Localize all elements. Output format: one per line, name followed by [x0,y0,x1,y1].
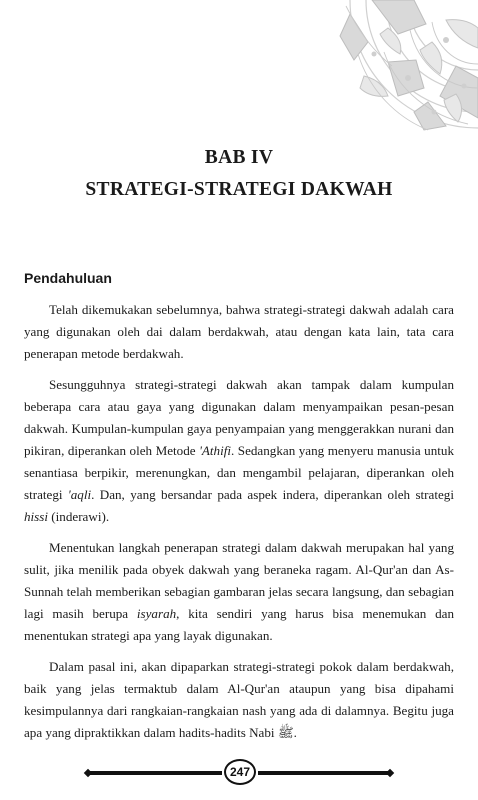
paragraph [24,299,454,365]
text-segment: , kita sendiri yang harus bisa menemukan dan menentukan strategi apa yang layak digunakan. [24,606,454,644]
chapter-title [0,142,478,206]
text-segment: (inderawi). [48,509,110,525]
footer-rule-left [88,771,222,775]
paragraph [24,374,454,529]
section-heading: Pendahuluan [24,270,112,286]
page-footer [0,758,478,788]
italic-term: hissi [24,509,49,525]
page-number: 247 [224,759,256,785]
footer-rule-right [258,771,390,775]
italic-term: 'aqli [67,487,92,503]
text-segment: . Dan, yang bersandar pada aspek indera, diperankan oleh strategi [91,487,454,503]
text-segment: . Sedangkan yang menyeru manusia untuk senantiasa berpikir, merenungkan, dan mengambil pelajaran, diperankan oleh strategi [24,443,454,503]
corner-ornament [328,0,478,132]
text-segment: Telah dikemukakan sebelumnya, bahwa strategi-strategi dakwah adalah cara yang digunakan oleh dai dalam berdakwah, atau dengan kata lain, tata cara penerapan metode berdakwah. [24,302,454,362]
italic-term: isyarah [136,606,177,622]
italic-term: 'Athifi [199,443,232,459]
paragraph [24,537,454,647]
chapter-name: STRATEGI-STRATEGI DAKWAH [85,179,393,200]
paragraph [24,656,454,744]
chapter-number: BAB IV [204,147,274,168]
body-text [24,299,454,753]
text-segment: Menentukan langkah penerapan strategi dalam dakwah merupakan hal yang sulit, jika menilik pada obyek dakwah yang beraneka ragam. Al-Qur'an dan As-Sunnah telah memberikan sebagian gambaran jelas secara langsung, dan sebagian lagi masih berupa [24,539,454,622]
text-segment: Sesungguhnya strategi-strategi dakwah akan tampak dalam kumpulan beberapa cara atau gaya yang digunakan dalam menyampaikan pesan-pesan dakwah. Kumpulan-kumpulan gaya penyampaian yang menggerakkan nurani dan pikiran, diperankan oleh Metode [24,376,454,459]
text-segment: Dalam pasal ini, akan dipaparkan strategi-strategi pokok dalam berdakwah, baik yang jelas termaktub dalam Al-Qur'an ataupun yang bisa dipahami kesimpulannya dari rangkaian-rangkaian nash yang ada di dalamnya. Begitu juga apa yang dipraktikkan dalam hadits-hadits Nabi ﷺ. [24,658,454,741]
